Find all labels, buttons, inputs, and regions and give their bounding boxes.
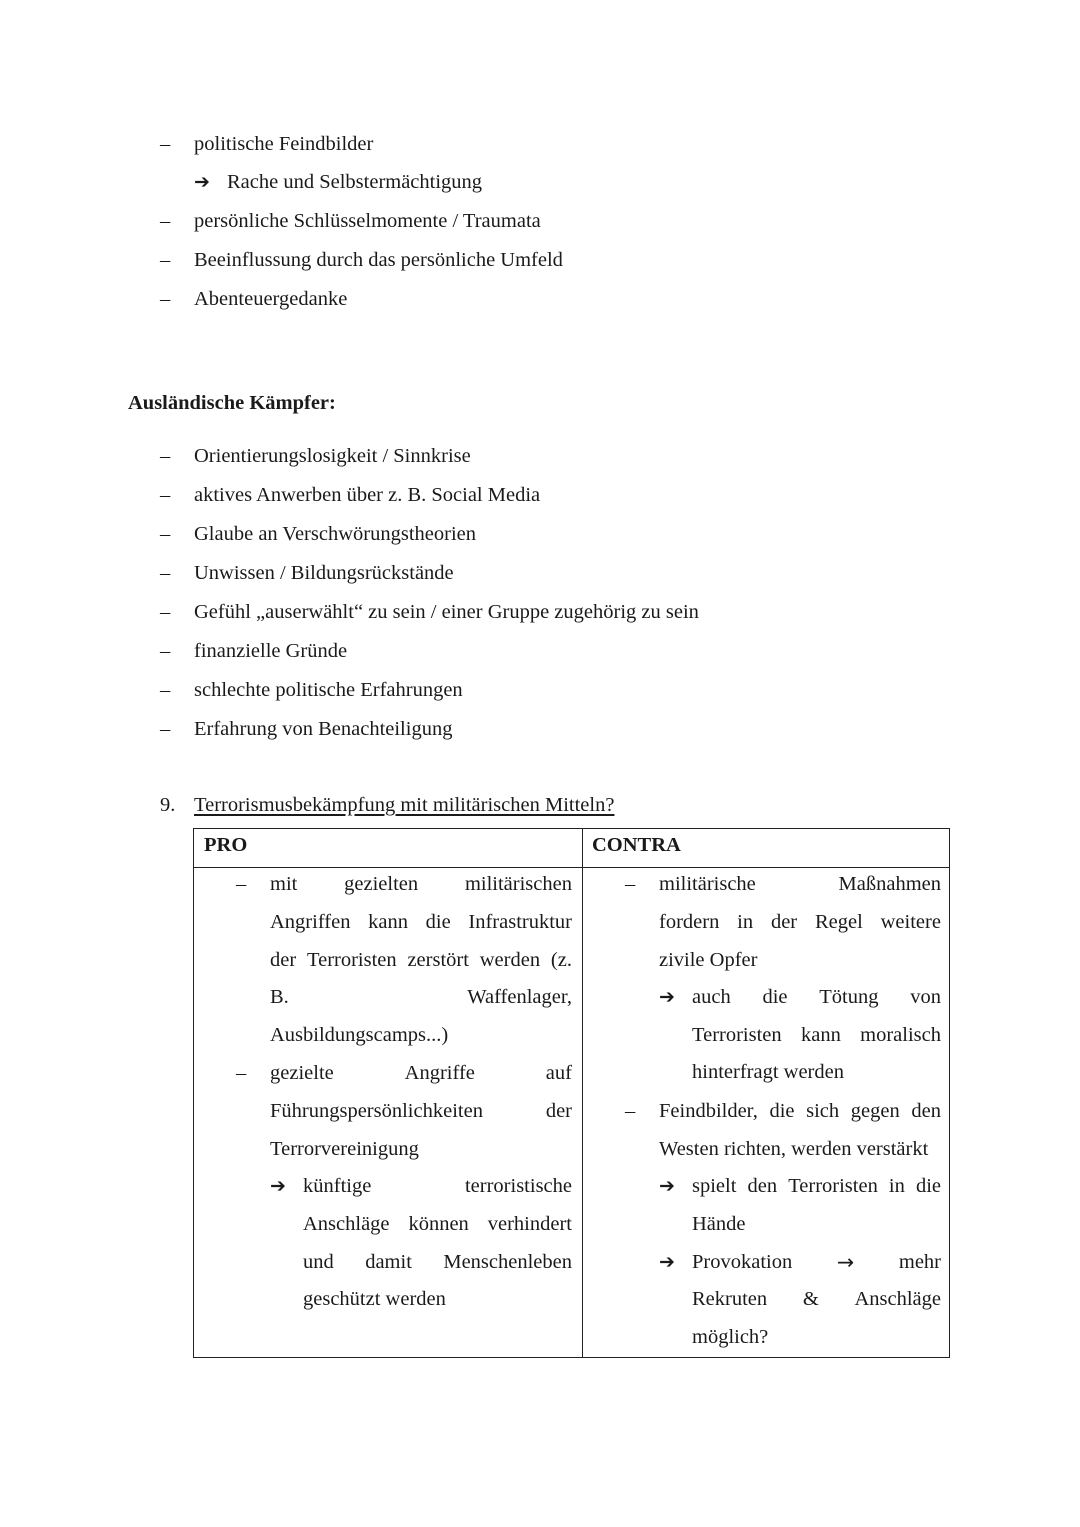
pro-line — [270, 1099, 572, 1123]
dash-bullet: – — [160, 718, 171, 740]
word: Ausbildungscamps...) — [270, 1024, 449, 1046]
word: Tötung — [819, 986, 879, 1008]
word: die — [762, 986, 788, 1008]
word: die — [769, 1100, 795, 1122]
pro-line — [270, 985, 572, 1009]
pro-line — [270, 1061, 572, 1085]
list-item: persönliche Schlüsselmomente / Traumata — [194, 210, 541, 232]
word: und — [303, 1251, 334, 1273]
word: Menschenleben — [443, 1251, 572, 1273]
word: der — [270, 949, 297, 971]
arrow-right-icon: ➔ — [659, 1175, 675, 1197]
word: gegen — [850, 1100, 900, 1122]
word: Feindbilder, — [659, 1100, 758, 1122]
list-item: schlechte politische Erfahrungen — [194, 679, 463, 701]
inline-arrow-icon: → — [836, 1250, 855, 1274]
word: Führungspersönlichkeiten — [270, 1100, 483, 1122]
word: moralisch — [860, 1024, 941, 1046]
contra-line — [692, 985, 941, 1009]
contra-line — [659, 910, 941, 934]
contra-line — [692, 1212, 746, 1236]
pro-line — [270, 910, 572, 934]
word: Westen richten, werden verstärkt — [659, 1138, 929, 1160]
list-item: Glaube an Verschwörungstheorien — [194, 523, 476, 545]
word: in — [737, 911, 754, 933]
question-title: Terrorismusbekämpfung mit militärischen Mitteln? — [194, 794, 615, 816]
dash-bullet: – — [625, 1100, 636, 1122]
dash-bullet: – — [160, 288, 171, 310]
pro-line — [270, 1023, 448, 1047]
dash-bullet: – — [160, 484, 171, 506]
arrow-right-icon: ➔ — [659, 1251, 675, 1273]
word: können — [408, 1213, 469, 1235]
word: Hände — [692, 1213, 746, 1235]
section-heading: Ausländische Kämpfer: — [128, 392, 336, 414]
contra-line — [659, 948, 757, 972]
word: der — [770, 911, 798, 933]
word: Terrorvereinigung — [270, 1138, 419, 1160]
dash-bullet: – — [236, 1062, 247, 1084]
dash-bullet: – — [160, 210, 171, 232]
word: auch — [692, 986, 731, 1008]
word: Regel — [814, 911, 863, 933]
word: Terroristen — [788, 1175, 878, 1197]
arrow-right-icon: ➔ — [194, 171, 210, 193]
word: Waffenlager, — [467, 986, 572, 1008]
pro-line — [270, 1137, 419, 1161]
pro-contra-table — [193, 828, 950, 1358]
word: Rekruten — [692, 1288, 768, 1310]
pro-line — [303, 1174, 572, 1198]
dash-bullet: – — [160, 640, 171, 662]
dash-bullet: – — [160, 133, 171, 155]
list-item: Gefühl „auserwählt“ zu sein / einer Gruppe zugehörig zu sein — [194, 601, 699, 623]
contra-line — [692, 1325, 768, 1349]
word: Anschläge — [303, 1213, 390, 1235]
pro-line — [303, 1287, 446, 1311]
word: damit — [365, 1251, 412, 1273]
word: gezielte — [270, 1062, 334, 1084]
word: sich — [806, 1100, 840, 1122]
list-item: Orientierungslosigkeit / Sinnkrise — [194, 445, 471, 467]
word: Anschläge — [854, 1288, 941, 1310]
word: Provokation — [692, 1251, 793, 1273]
word: militärischen — [464, 873, 572, 895]
word: geschützt werden — [303, 1288, 446, 1310]
word: künftige — [303, 1175, 372, 1197]
dash-bullet: – — [160, 249, 171, 271]
word: der — [545, 1100, 572, 1122]
arrow-right-icon: ➔ — [659, 986, 675, 1008]
dash-bullet: – — [160, 679, 171, 701]
word: mehr — [898, 1251, 941, 1273]
list-item: finanzielle Gründe — [194, 640, 348, 662]
dash-bullet: – — [160, 523, 171, 545]
word: Angriffen — [270, 911, 351, 933]
pro-line — [303, 1212, 572, 1236]
word: auf — [545, 1062, 572, 1084]
word: kann — [800, 1024, 841, 1046]
word: Infrastruktur — [468, 911, 572, 933]
word: Terroristen — [692, 1024, 782, 1046]
dash-bullet: – — [236, 873, 247, 895]
word: hinterfragt werden — [692, 1061, 844, 1083]
word: werden — [479, 949, 541, 971]
word: mit — [270, 873, 298, 895]
pro-line — [270, 872, 572, 896]
word: die — [915, 1175, 941, 1197]
contra-line — [692, 1287, 941, 1311]
word: spielt — [692, 1175, 737, 1197]
contra-line — [692, 1023, 941, 1047]
dash-bullet: – — [160, 445, 171, 467]
word: in — [888, 1175, 905, 1197]
pro-line — [270, 948, 572, 972]
list-item: Beeinflussung durch das persönliche Umfeld — [194, 249, 563, 271]
word: B. — [270, 986, 289, 1008]
pro-line — [303, 1250, 572, 1274]
word: Maßnahmen — [838, 873, 941, 895]
word: & — [802, 1288, 819, 1310]
word: gezielten — [344, 873, 419, 895]
column-divider — [582, 829, 583, 1357]
word: zerstört — [407, 949, 469, 971]
list-item: Unwissen / Bildungsrückstände — [194, 562, 454, 584]
contra-line — [692, 1250, 941, 1274]
word: militärische — [659, 873, 756, 895]
word: möglich? — [692, 1326, 769, 1348]
contra-line — [692, 1174, 941, 1198]
contra-line — [659, 1099, 941, 1123]
list-item: Abenteuergedanke — [194, 288, 348, 310]
header-pro: PRO — [204, 834, 248, 856]
arrow-right-icon: ➔ — [270, 1175, 286, 1197]
word: verhindert — [487, 1213, 572, 1235]
word: fordern — [659, 911, 720, 933]
word: den — [747, 1175, 778, 1197]
word: von — [910, 986, 941, 1008]
word: weitere — [880, 911, 941, 933]
list-item: Erfahrung von Benachteiligung — [194, 718, 453, 740]
word: Angriffe — [404, 1062, 475, 1084]
header-contra: CONTRA — [592, 834, 681, 856]
dash-bullet: – — [160, 562, 171, 584]
word: den — [911, 1100, 941, 1122]
list-item: aktives Anwerben über z. B. Social Media — [194, 484, 541, 506]
word: die — [425, 911, 451, 933]
contra-line — [692, 1060, 844, 1084]
word: terroristische — [464, 1175, 572, 1197]
list-subitem: Rache und Selbstermächtigung — [227, 171, 483, 193]
contra-line — [659, 872, 941, 896]
question-number: 9. — [160, 794, 176, 816]
contra-line — [659, 1137, 928, 1161]
dash-bullet: – — [625, 873, 636, 895]
word: Terroristen — [307, 949, 397, 971]
word: kann — [368, 911, 408, 933]
header-divider — [194, 867, 949, 868]
word: zivile Opfer — [659, 949, 758, 971]
dash-bullet: – — [160, 601, 171, 623]
list-item: politische Feindbilder — [194, 133, 374, 155]
word: (z. — [550, 949, 572, 971]
